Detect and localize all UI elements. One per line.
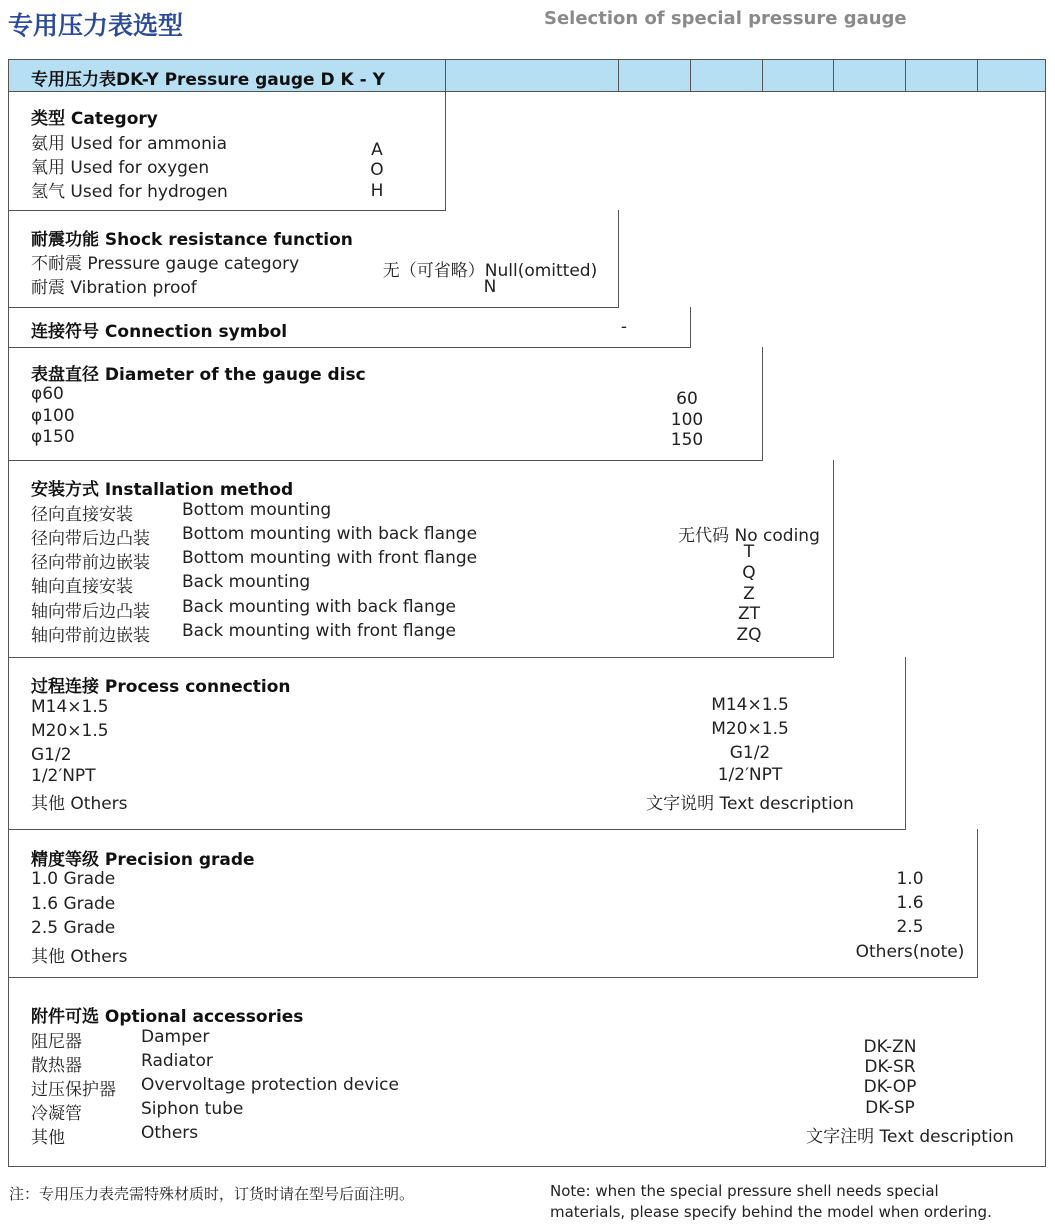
footer-note-en-line1: Note: when the special pressure shell needs special xyxy=(550,1182,939,1200)
installation-item-en: Bottom mounting with back flange xyxy=(182,524,478,544)
process-code: M20×1.5 xyxy=(711,719,789,739)
precision-code: 2.5 xyxy=(896,917,924,937)
process-item: G1/2 xyxy=(31,745,72,765)
precision-item: 1.6 Grade xyxy=(31,894,116,914)
precision-item: 2.5 Grade xyxy=(31,918,116,938)
diameter-heading: 表盘直径 Diameter of the gauge disc xyxy=(31,365,366,385)
accessory-item-cn: 冷凝管 xyxy=(31,1104,82,1124)
header-divider xyxy=(690,60,691,91)
header-divider xyxy=(977,60,978,91)
shock-item: 耐震 Vibration proof xyxy=(31,278,197,298)
header-divider xyxy=(445,60,446,91)
accessory-code: DK-SR xyxy=(864,1057,916,1077)
header-divider xyxy=(762,60,763,91)
diameter-item: φ100 xyxy=(31,406,75,426)
process-item: 1/2′NPT xyxy=(31,766,96,786)
model-header-title: 专用压力表DK-Y Pressure gauge D K - Y xyxy=(31,70,385,90)
installation-item-cn: 轴向带前边嵌装 xyxy=(31,626,150,646)
precision-code: 1.6 xyxy=(896,893,924,913)
installation-item-en: Bottom mounting xyxy=(182,500,332,520)
precision-item: 1.0 Grade xyxy=(31,869,116,889)
process-code: 文字说明 Text description xyxy=(646,794,854,814)
installation-item-en: Back mounting with back flange xyxy=(182,597,456,617)
accessory-item-en: Siphon tube xyxy=(141,1099,244,1119)
installation-heading: 安装方式 Installation method xyxy=(31,480,294,500)
accessory-item-en: Overvoltage protection device xyxy=(141,1075,399,1095)
installation-item-cn: 径向直接安装 xyxy=(31,505,133,525)
accessory-item-cn: 其他 xyxy=(31,1128,65,1148)
process-code: G1/2 xyxy=(729,743,771,763)
accessory-code: DK-SP xyxy=(865,1098,915,1118)
diameter-item: φ60 xyxy=(31,384,64,404)
installation-item-en: Bottom mounting with front flange xyxy=(182,548,478,568)
category-item: 氨用 Used for ammonia xyxy=(31,134,227,154)
installation-item-en: Back mounting xyxy=(182,572,311,592)
accessory-code: 文字注明 Text description xyxy=(806,1127,1014,1147)
model-header-bar xyxy=(8,59,1046,92)
process-item: M20×1.5 xyxy=(31,721,109,741)
connection-heading: 连接符号 Connection symbol xyxy=(31,322,288,342)
header-divider xyxy=(905,60,906,91)
header-divider xyxy=(833,60,834,91)
diameter-code: 150 xyxy=(670,430,704,450)
shock-heading: 耐震功能 Shock resistance function xyxy=(31,230,353,250)
installation-code: Z xyxy=(743,584,755,604)
category-code: A xyxy=(371,140,383,160)
accessory-item-en: Damper xyxy=(141,1027,210,1047)
installation-item-cn: 径向带前边嵌装 xyxy=(31,553,150,573)
footer-note-cn: 注：专用压力表壳需特殊材质时，订货时请在型号后面注明。 xyxy=(9,1185,415,1203)
installation-item-cn: 轴向带后边凸装 xyxy=(31,602,150,622)
accessory-code: DK-OP xyxy=(863,1077,917,1097)
precision-heading: 精度等级 Precision grade xyxy=(31,850,255,870)
accessory-item-en: Others xyxy=(141,1123,199,1143)
process-heading: 过程连接 Process connection xyxy=(31,677,291,697)
diameter-code: 60 xyxy=(676,389,698,409)
process-item: M14×1.5 xyxy=(31,697,109,717)
installation-item-cn: 轴向直接安装 xyxy=(31,577,133,597)
category-item: 氢气 Used for hydrogen xyxy=(31,182,228,202)
process-code: M14×1.5 xyxy=(711,695,789,715)
accessory-item-en: Radiator xyxy=(141,1051,213,1071)
shock-code: 无（可省略）Null(omitted) xyxy=(382,261,598,281)
process-code: 1/2′NPT xyxy=(717,765,783,785)
precision-item: 其他 Others xyxy=(31,947,128,967)
installation-code: T xyxy=(743,542,755,562)
accessory-item-cn: 散热器 xyxy=(31,1056,82,1076)
accessory-item-cn: 过压保护器 xyxy=(31,1080,116,1100)
connection-code: - xyxy=(620,317,628,337)
page-title: 专用压力表选型 xyxy=(8,11,184,40)
installation-item-cn: 径向带后边凸装 xyxy=(31,529,150,549)
category-code: H xyxy=(370,181,384,201)
installation-code: ZT xyxy=(737,604,761,624)
precision-code: 1.0 xyxy=(896,869,924,889)
category-item: 氧用 Used for oxygen xyxy=(31,158,210,178)
diameter-item: φ150 xyxy=(31,427,75,447)
page-subtitle: Selection of special pressure gauge xyxy=(544,8,907,29)
precision-code: Others(note) xyxy=(855,942,965,962)
header-divider xyxy=(618,60,619,91)
category-code: O xyxy=(370,160,384,180)
shock-code: N xyxy=(483,277,497,297)
footer-note-en-line2: materials, please specify behind the model when ordering. xyxy=(550,1203,992,1221)
accessory-item-cn: 阻尼器 xyxy=(31,1032,82,1052)
shock-item: 不耐震 Pressure gauge category xyxy=(31,254,300,274)
installation-item-en: Back mounting with front flange xyxy=(182,621,457,641)
process-item: 其他 Others xyxy=(31,794,128,814)
installation-code: Q xyxy=(742,563,756,583)
diameter-code: 100 xyxy=(670,410,704,430)
category-heading: 类型 Category xyxy=(31,109,158,129)
accessory-code: DK-ZN xyxy=(863,1037,917,1057)
installation-code: ZQ xyxy=(736,625,762,645)
installation-code: 无代码 No coding xyxy=(678,526,820,546)
accessories-heading: 附件可选 Optional accessories xyxy=(31,1007,304,1027)
